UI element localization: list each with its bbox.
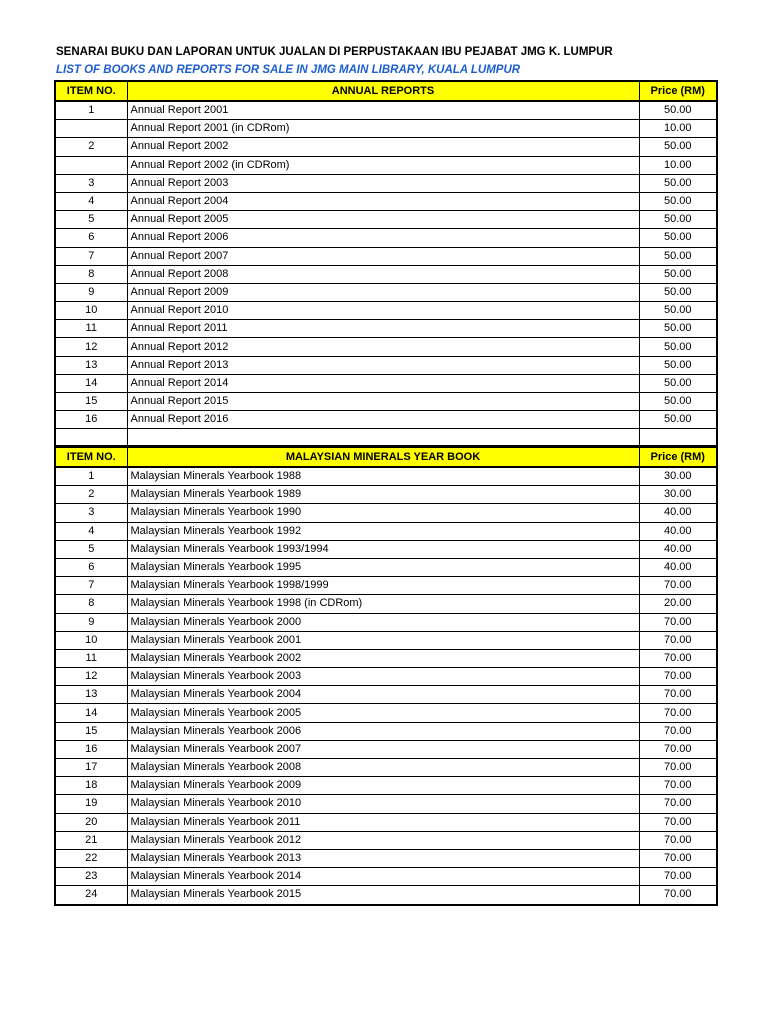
price-cell: 50.00: [639, 211, 717, 229]
price-cell: 70.00: [639, 704, 717, 722]
table-row: [55, 356, 717, 374]
price-cell: 70.00: [639, 813, 717, 831]
table-row: [55, 849, 717, 867]
price-cell: 50.00: [639, 192, 717, 210]
price-cell: 10.00: [639, 156, 717, 174]
price-cell: 70.00: [639, 868, 717, 886]
item-no-cell: 8: [55, 595, 127, 613]
price-cell: 50.00: [639, 374, 717, 392]
price-cell: 50.00: [639, 320, 717, 338]
table-header-row: [55, 81, 717, 101]
minerals-yearbook-table: [54, 446, 718, 906]
table-row: [55, 393, 717, 411]
title-cell: Annual Report 2016: [127, 411, 639, 429]
price-cell: 70.00: [639, 649, 717, 667]
item-no-cell: 9: [55, 613, 127, 631]
title-cell: Malaysian Minerals Yearbook 2014: [127, 868, 639, 886]
item-no-cell: 13: [55, 356, 127, 374]
price-cell: 50.00: [639, 229, 717, 247]
item-no-cell: 12: [55, 668, 127, 686]
table-row: [55, 101, 717, 120]
table-row: [55, 577, 717, 595]
table-row: [55, 686, 717, 704]
price-cell: 50.00: [639, 265, 717, 283]
page-subtitle: LIST OF BOOKS AND REPORTS FOR SALE IN JMG MAIN LIBRARY, KUALA LUMPUR: [56, 64, 521, 76]
item-no-cell: 12: [55, 338, 127, 356]
page-title: SENARAI BUKU DAN LAPORAN UNTUK JUALAN DI PERPUSTAKAAN IBU PEJABAT JMG K. LUMPUR: [56, 46, 613, 58]
price-cell: 50.00: [639, 101, 717, 120]
title-cell: Malaysian Minerals Yearbook 1998 (in CDRom): [127, 595, 639, 613]
table-row: [55, 704, 717, 722]
table-row: [55, 649, 717, 667]
price-cell: 70.00: [639, 686, 717, 704]
title-cell: Annual Report 2013: [127, 356, 639, 374]
item-no-cell: 16: [55, 740, 127, 758]
item-no-cell: 5: [55, 211, 127, 229]
table-row: [55, 886, 717, 905]
title-cell: Malaysian Minerals Yearbook 2004: [127, 686, 639, 704]
item-no-cell: [55, 120, 127, 138]
table-row: [55, 813, 717, 831]
price-header: Price (RM): [639, 447, 717, 467]
item-no-cell: 17: [55, 759, 127, 777]
table-row: [55, 486, 717, 504]
table-row: [55, 631, 717, 649]
table-row: [55, 595, 717, 613]
item-no-cell: 23: [55, 868, 127, 886]
category-header: ANNUAL REPORTS: [127, 81, 639, 101]
title-cell: Malaysian Minerals Yearbook 1993/1994: [127, 540, 639, 558]
table-row: [55, 192, 717, 210]
price-cell: 50.00: [639, 174, 717, 192]
title-cell: Annual Report 2010: [127, 302, 639, 320]
price-cell: 70.00: [639, 886, 717, 905]
table-row: [55, 265, 717, 283]
empty-cell: [55, 429, 127, 447]
price-cell: 40.00: [639, 522, 717, 540]
table-row: [55, 722, 717, 740]
item-no-cell: 4: [55, 522, 127, 540]
title-cell: Malaysian Minerals Yearbook 2015: [127, 886, 639, 905]
price-cell: 70.00: [639, 777, 717, 795]
item-no-cell: 21: [55, 831, 127, 849]
item-no-cell: 5: [55, 540, 127, 558]
title-cell: Annual Report 2009: [127, 283, 639, 301]
title-cell: Malaysian Minerals Yearbook 1995: [127, 558, 639, 576]
title-cell: Malaysian Minerals Yearbook 2006: [127, 722, 639, 740]
table-row: [55, 138, 717, 156]
title-cell: Malaysian Minerals Yearbook 2001: [127, 631, 639, 649]
item-no-cell: 3: [55, 504, 127, 522]
title-cell: Annual Report 2004: [127, 192, 639, 210]
item-no-cell: 24: [55, 886, 127, 905]
table-row: [55, 613, 717, 631]
minerals-yearbook-body: [55, 467, 717, 905]
price-cell: 70.00: [639, 668, 717, 686]
item-no-cell: 2: [55, 486, 127, 504]
item-no-cell: 9: [55, 283, 127, 301]
title-cell: Annual Report 2002: [127, 138, 639, 156]
table-row: [55, 320, 717, 338]
item-no-cell: 3: [55, 174, 127, 192]
title-cell: Annual Report 2005: [127, 211, 639, 229]
table-row: [55, 374, 717, 392]
title-cell: Annual Report 2003: [127, 174, 639, 192]
item-no-cell: 15: [55, 722, 127, 740]
title-cell: Malaysian Minerals Yearbook 1992: [127, 522, 639, 540]
table-row: [55, 777, 717, 795]
title-cell: Annual Report 2015: [127, 393, 639, 411]
item-no-cell: 20: [55, 813, 127, 831]
title-cell: Malaysian Minerals Yearbook 2009: [127, 777, 639, 795]
empty-cell: [639, 429, 717, 447]
table-row: [55, 522, 717, 540]
price-cell: 70.00: [639, 831, 717, 849]
category-header: MALAYSIAN MINERALS YEAR BOOK: [127, 447, 639, 467]
title-cell: Annual Report 2014: [127, 374, 639, 392]
price-cell: 70.00: [639, 613, 717, 631]
title-cell: Annual Report 2002 (in CDRom): [127, 156, 639, 174]
price-cell: 70.00: [639, 849, 717, 867]
price-cell: 40.00: [639, 558, 717, 576]
title-cell: Annual Report 2001 (in CDRom): [127, 120, 639, 138]
table-row: [55, 283, 717, 301]
title-cell: Malaysian Minerals Yearbook 2000: [127, 613, 639, 631]
item-no-cell: 1: [55, 101, 127, 120]
table-row: [55, 302, 717, 320]
item-no-cell: 2: [55, 138, 127, 156]
item-no-cell: [55, 156, 127, 174]
item-no-cell: 7: [55, 247, 127, 265]
title-cell: Annual Report 2001: [127, 101, 639, 120]
table-row: [55, 229, 717, 247]
title-cell: Malaysian Minerals Yearbook 2008: [127, 759, 639, 777]
item-no-cell: 14: [55, 704, 127, 722]
table-row: [55, 120, 717, 138]
price-cell: 30.00: [639, 486, 717, 504]
price-cell: 70.00: [639, 722, 717, 740]
title-cell: Malaysian Minerals Yearbook 2005: [127, 704, 639, 722]
item-no-cell: 10: [55, 631, 127, 649]
item-no-cell: 22: [55, 849, 127, 867]
table-row: [55, 411, 717, 429]
price-cell: 50.00: [639, 283, 717, 301]
item-no-cell: 1: [55, 467, 127, 486]
item-no-cell: 8: [55, 265, 127, 283]
price-cell: 70.00: [639, 740, 717, 758]
price-cell: 50.00: [639, 393, 717, 411]
item-no-cell: 15: [55, 393, 127, 411]
price-cell: 70.00: [639, 631, 717, 649]
item-no-cell: 6: [55, 558, 127, 576]
price-cell: 50.00: [639, 302, 717, 320]
table-row: [55, 868, 717, 886]
table-row: [55, 558, 717, 576]
table-row: [55, 540, 717, 558]
price-header: Price (RM): [639, 81, 717, 101]
annual-reports-body: [55, 101, 717, 446]
item-no-cell: 6: [55, 229, 127, 247]
table-row: [55, 174, 717, 192]
price-cell: 10.00: [639, 120, 717, 138]
price-cell: 40.00: [639, 540, 717, 558]
title-cell: Annual Report 2012: [127, 338, 639, 356]
title-cell: Malaysian Minerals Yearbook 2003: [127, 668, 639, 686]
price-cell: 50.00: [639, 356, 717, 374]
title-cell: Annual Report 2007: [127, 247, 639, 265]
price-cell: 70.00: [639, 577, 717, 595]
item-no-cell: 16: [55, 411, 127, 429]
blank-row: [55, 429, 717, 447]
title-cell: Malaysian Minerals Yearbook 2002: [127, 649, 639, 667]
item-no-cell: 4: [55, 192, 127, 210]
price-cell: 70.00: [639, 759, 717, 777]
price-cell: 50.00: [639, 338, 717, 356]
table-row: [55, 759, 717, 777]
item-no-cell: 18: [55, 777, 127, 795]
table-row: [55, 795, 717, 813]
price-cell: 40.00: [639, 504, 717, 522]
table-row: [55, 247, 717, 265]
price-cell: 30.00: [639, 467, 717, 486]
title-cell: Malaysian Minerals Yearbook 1990: [127, 504, 639, 522]
title-cell: Annual Report 2006: [127, 229, 639, 247]
price-cell: 50.00: [639, 138, 717, 156]
price-cell: 50.00: [639, 247, 717, 265]
item-no-cell: 14: [55, 374, 127, 392]
title-cell: Malaysian Minerals Yearbook 2007: [127, 740, 639, 758]
title-cell: Malaysian Minerals Yearbook 2011: [127, 813, 639, 831]
table-row: [55, 467, 717, 486]
item-no-cell: 13: [55, 686, 127, 704]
annual-reports-table: [54, 80, 718, 447]
price-cell: 70.00: [639, 795, 717, 813]
title-cell: Annual Report 2008: [127, 265, 639, 283]
table-row: [55, 668, 717, 686]
table-row: [55, 156, 717, 174]
price-cell: 20.00: [639, 595, 717, 613]
title-cell: Malaysian Minerals Yearbook 2012: [127, 831, 639, 849]
item-no-header: ITEM NO.: [55, 447, 127, 467]
price-cell: 50.00: [639, 411, 717, 429]
title-cell: Malaysian Minerals Yearbook 2013: [127, 849, 639, 867]
table-row: [55, 831, 717, 849]
title-cell: Malaysian Minerals Yearbook 1998/1999: [127, 577, 639, 595]
item-no-header: ITEM NO.: [55, 81, 127, 101]
table-row: [55, 740, 717, 758]
title-cell: Annual Report 2011: [127, 320, 639, 338]
item-no-cell: 19: [55, 795, 127, 813]
item-no-cell: 11: [55, 649, 127, 667]
title-cell: Malaysian Minerals Yearbook 1989: [127, 486, 639, 504]
table-header-row: [55, 447, 717, 467]
item-no-cell: 11: [55, 320, 127, 338]
title-cell: Malaysian Minerals Yearbook 1988: [127, 467, 639, 486]
empty-cell: [127, 429, 639, 447]
table-row: [55, 211, 717, 229]
title-cell: Malaysian Minerals Yearbook 2010: [127, 795, 639, 813]
item-no-cell: 10: [55, 302, 127, 320]
table-row: [55, 338, 717, 356]
table-row: [55, 504, 717, 522]
item-no-cell: 7: [55, 577, 127, 595]
